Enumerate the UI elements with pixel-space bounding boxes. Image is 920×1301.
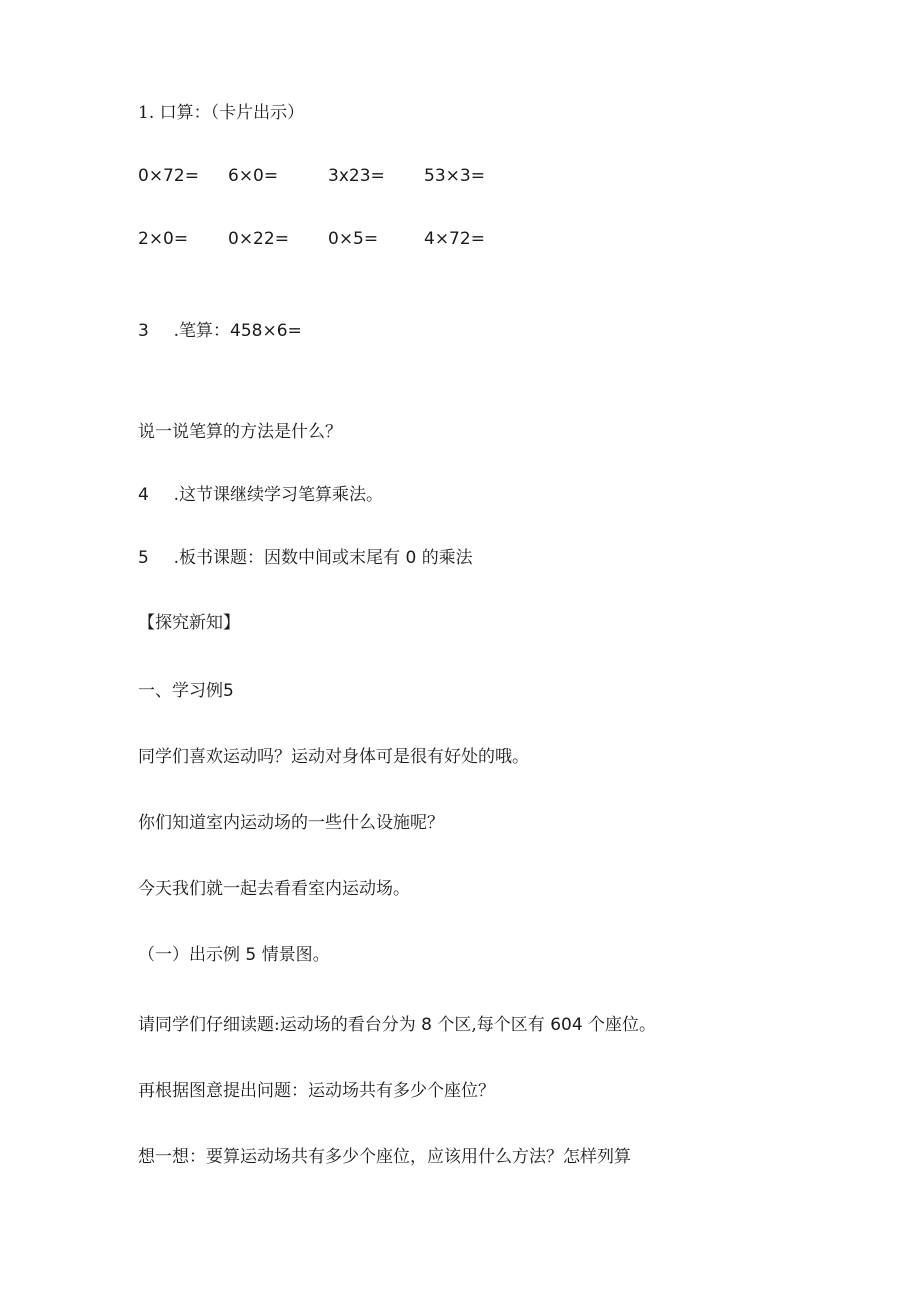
p5-number-1: 8 <box>421 1015 432 1035</box>
section-title: 【探究新知】 <box>138 613 240 633</box>
item-5-text-a: .板书课题：因数中间或末尾有 <box>173 548 401 568</box>
p5-text-c: 个座位。 <box>588 1015 657 1035</box>
paragraph: 你们知道室内运动场的一些什么设施呢？ <box>138 813 444 833</box>
paragraph <box>138 944 330 966</box>
p5-text-a: 请同学们仔细读题:运动场的看台分为 <box>138 1015 416 1035</box>
p5-number-2: 604 <box>550 1015 583 1035</box>
item-5-text-b: 的乘法 <box>421 548 473 568</box>
oral-expr: 3x23= <box>328 166 385 186</box>
written-calc-label: .笔算： <box>173 321 231 341</box>
ask-method: 说一说笔算的方法是什么？ <box>138 422 342 442</box>
item-5-zero: 0 <box>405 548 417 568</box>
oral-row-1 <box>138 165 638 187</box>
item-number: 3 <box>138 321 149 341</box>
p4-number: 5 <box>245 945 257 965</box>
item-4 <box>138 484 383 506</box>
paragraph: 今天我们就一起去看看室内运动场。 <box>138 879 410 899</box>
oral-expr: 0×5= <box>328 229 379 249</box>
paragraph: 同学们喜欢运动吗？运动对身体可是很有好处的哦。 <box>138 747 529 767</box>
part-1-number: 5 <box>223 681 234 701</box>
paragraph: 想一想：要算运动场共有多少个座位，应该用什么方法？怎样列算 <box>138 1147 631 1167</box>
p5-text-b: 个区,每个区有 <box>437 1015 545 1035</box>
p4-text-b: 情景图。 <box>261 945 330 965</box>
oral-expr: 2×0= <box>138 229 189 249</box>
paragraph: 再根据图意提出问题：运动场共有多少个座位？ <box>138 1081 495 1101</box>
oral-row-2 <box>138 228 638 250</box>
item-5 <box>138 547 473 569</box>
oral-expr: 4×72= <box>424 229 485 249</box>
oral-expr: 53×3= <box>424 166 485 186</box>
written-calc-expr: 458×6= <box>230 321 302 341</box>
oral-calc-heading: 1. 口算：（卡片出示） <box>138 103 305 123</box>
part-1-heading <box>138 680 234 702</box>
p4-text-a: （一）出示例 <box>138 945 240 965</box>
oral-expr: 0×22= <box>228 229 289 249</box>
written-calc-line <box>138 320 302 342</box>
item-number: 4 <box>138 485 149 505</box>
part-1-label: 一、学习例 <box>138 681 223 701</box>
oral-expr: 6×0= <box>228 166 279 186</box>
paragraph <box>138 1014 656 1036</box>
item-number: 5 <box>138 548 149 568</box>
oral-expr: 0×72= <box>138 166 199 186</box>
item-4-text: .这节课继续学习笔算乘法。 <box>173 485 384 505</box>
